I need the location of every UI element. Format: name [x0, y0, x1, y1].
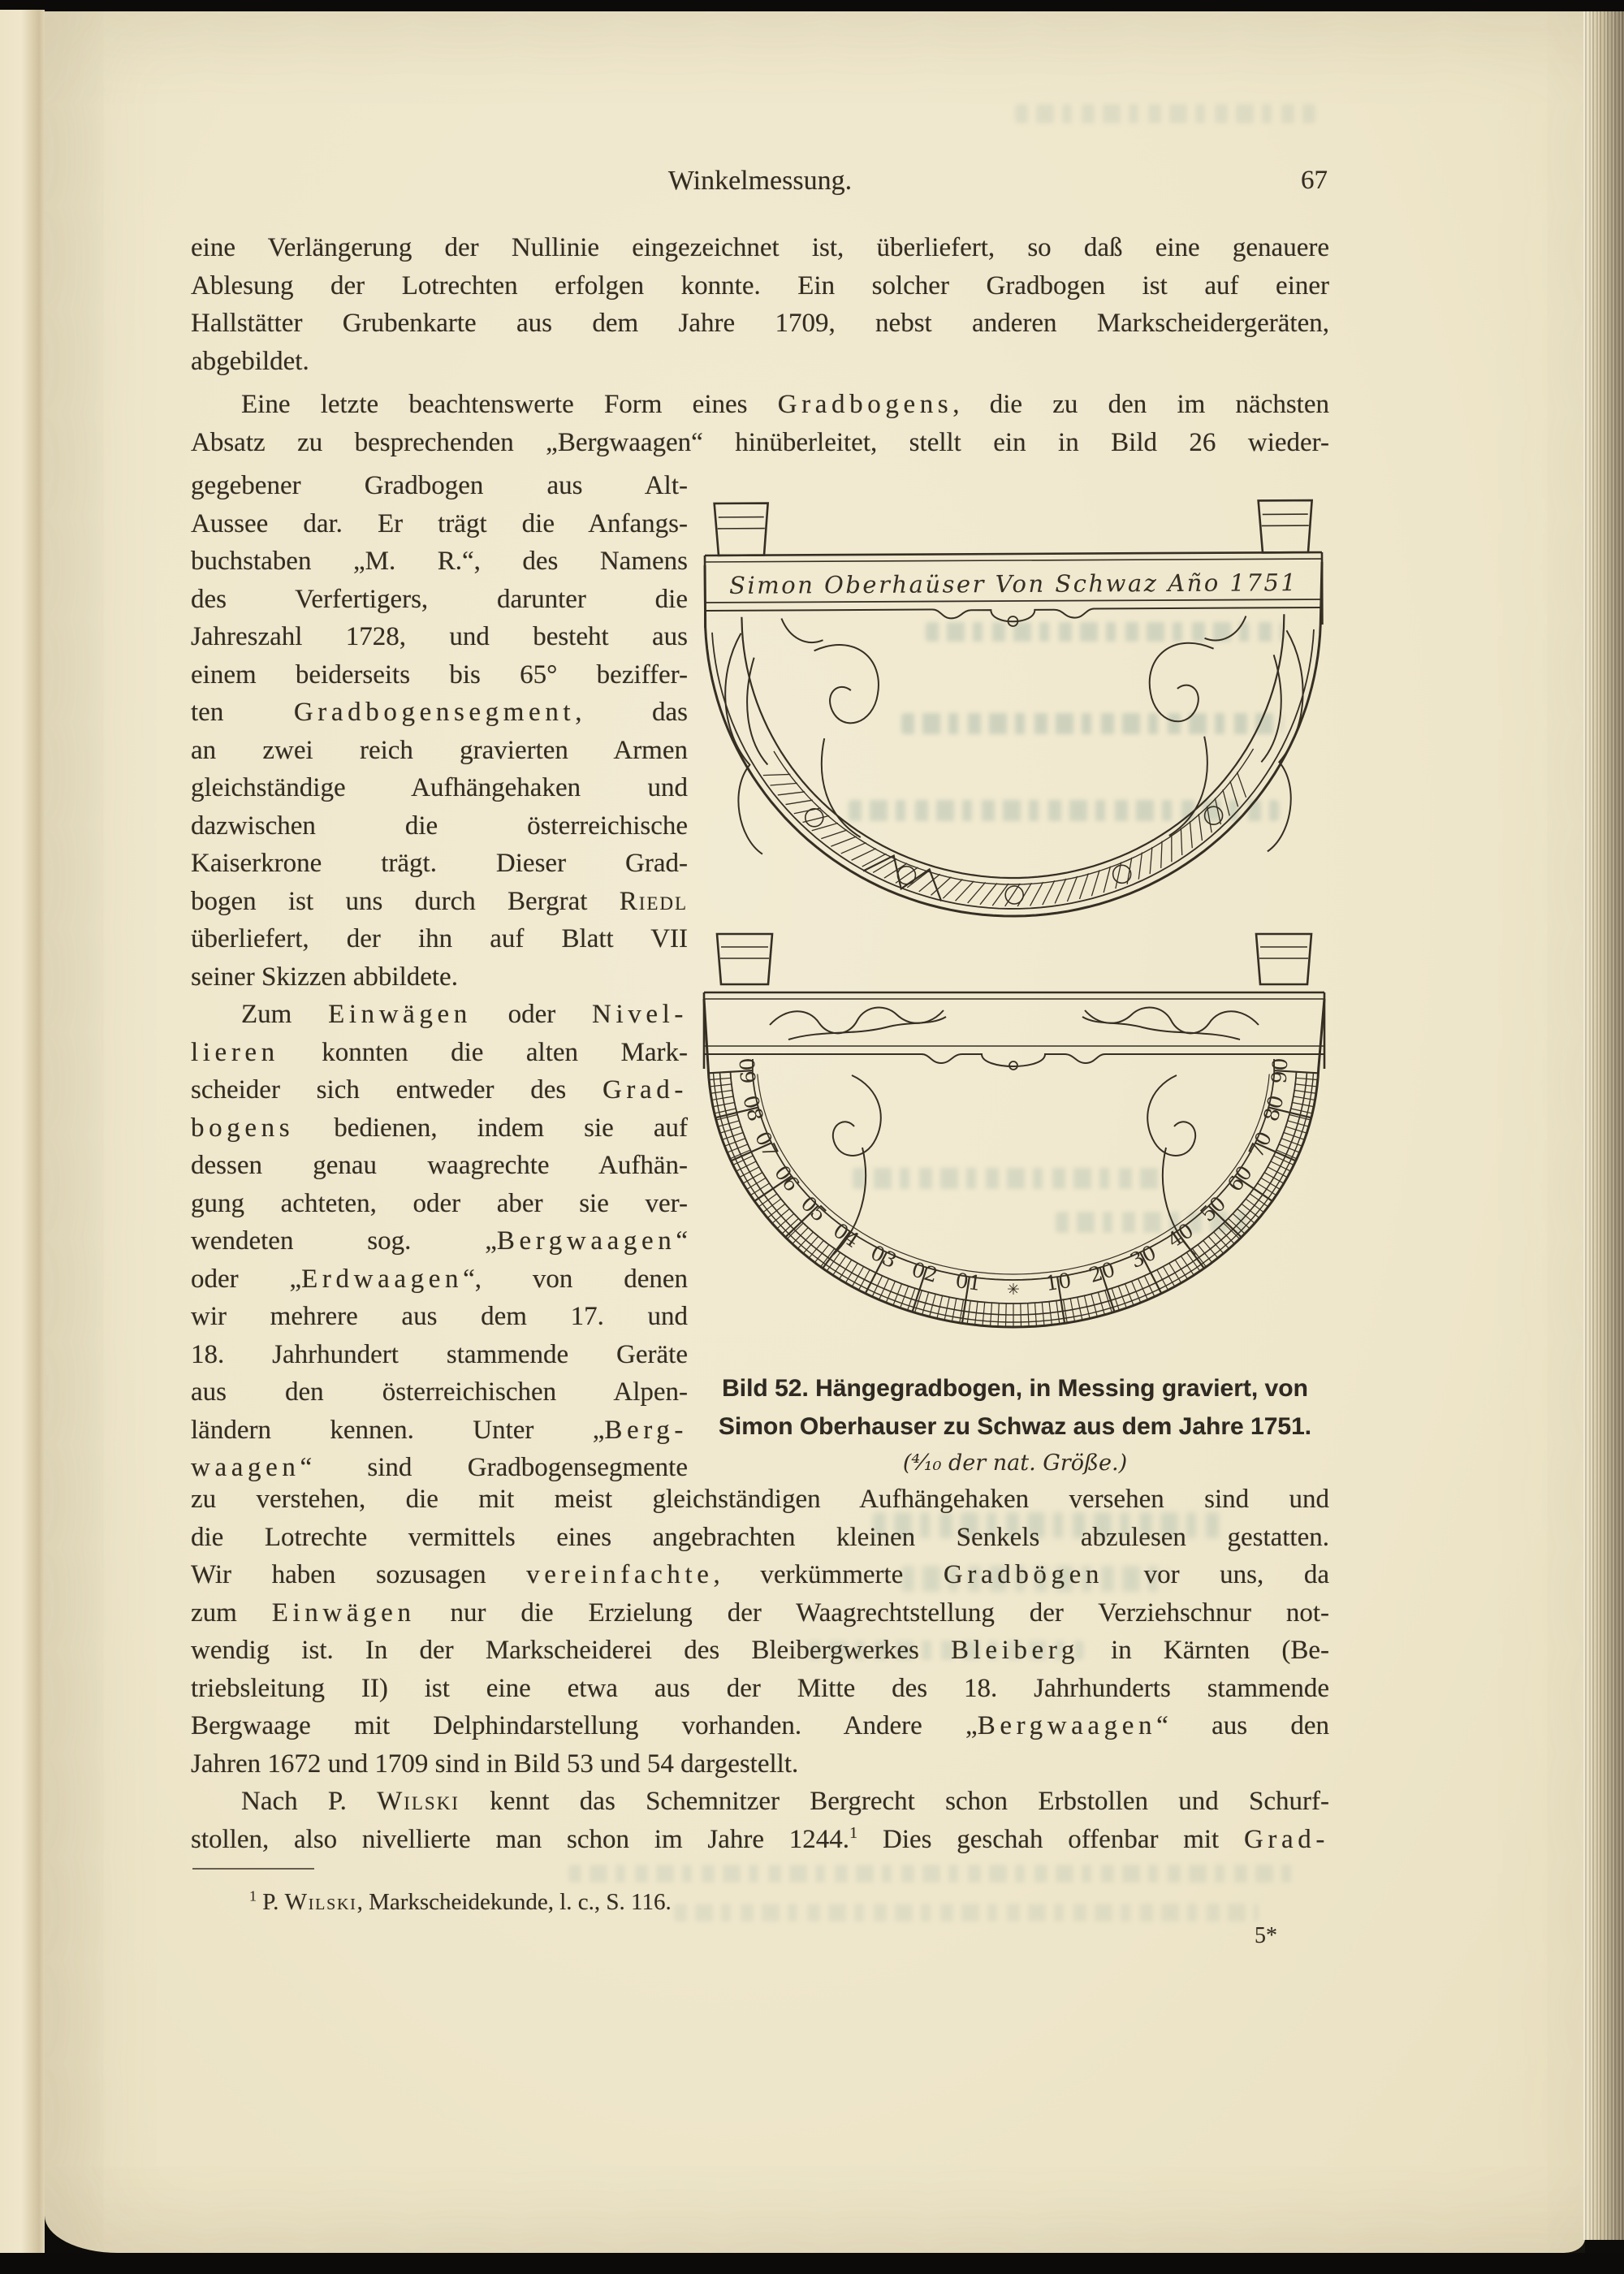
text-line: ländern kennen. Unter „Berg-: [191, 1415, 688, 1445]
text-line: Kaiserkrone trägt. Dieser Grad-: [191, 849, 688, 878]
text-line: 18. Jahrhundert stammende Geräte: [191, 1339, 688, 1369]
text-line: wir mehrere aus dem 17. und: [191, 1302, 688, 1331]
caption-line-1: Bild 52. Hängegradbogen, in Messing graviert, von: [722, 1375, 1308, 1402]
scale-degree-label: 09: [734, 1057, 760, 1085]
scale-degree-label: 60: [1222, 1161, 1258, 1196]
scale-degree-label: 03: [866, 1240, 901, 1273]
text-line: scheider sich entweder des Grad-: [191, 1075, 688, 1105]
scale-degree-label: 06: [769, 1161, 805, 1196]
text-line: Aussee dar. Er trägt die Anfangs-: [191, 508, 688, 538]
show-through-smudge: [568, 1865, 1299, 1883]
scale-degree-label: 08: [738, 1092, 768, 1124]
hook-left: [717, 934, 772, 984]
scan-edge-top: [0, 0, 1624, 11]
scale-degree-label: 01: [953, 1268, 983, 1296]
hook-right: [1256, 934, 1311, 984]
hook-left: [715, 504, 768, 556]
text-line: $^1$ P. Wilski, Markscheidekunde, l. c., S. 116.: [249, 1887, 672, 1915]
footnote-rule: [192, 1868, 314, 1870]
footnote: [191, 1886, 1329, 1918]
text-line: Bergwaage mit Delphindarstellung vorhanden. Andere „Bergwaagen“ aus den: [191, 1711, 1329, 1740]
text-line: zu verstehen, die mit meist gleichständigen Aufhängehaken versehen sind und: [191, 1485, 1329, 1514]
text-line: Zum Einwägen oder Nivel-: [241, 1000, 689, 1029]
scale-degree-label: 04: [828, 1218, 864, 1253]
figure-gradbogen-back: [692, 492, 1337, 929]
scale-degree-label: 05: [796, 1191, 831, 1227]
text-line: des Verfertigers, darunter die: [191, 584, 688, 614]
paragraph-bottom: [191, 1481, 1329, 1858]
caption-line-2: Simon Oberhauser zu Schwaz aus dem Jahre 1751.: [718, 1413, 1312, 1440]
scale-degree-label: 20: [1086, 1257, 1118, 1288]
scale-degree-label: 40: [1163, 1218, 1199, 1253]
figure-gradbogen-front: [693, 929, 1336, 1337]
text-line: Hallstätter Grubenkarte aus dem Jahre 1709, nebst anderen Markscheidergeräten,: [191, 309, 1329, 338]
text-line: abgebildet.: [191, 346, 309, 376]
hook-right: [1259, 500, 1312, 552]
text-line: bogen ist uns durch Bergrat Riedl: [191, 886, 688, 916]
scale-degree-label: 90: [1267, 1057, 1293, 1085]
engraved-inscription: Simon Oberhaüser Von Schwaz Año 1751: [728, 568, 1298, 599]
caption-scale-note: (⁴⁄₁₀ der nat. Größe.): [902, 1450, 1128, 1476]
text-line: zum Einwägen nur die Erzielung der Waagrechtstellung der Verziehschnur not-: [191, 1597, 1329, 1628]
text-line: Nach P. Wilski kennt das Schemnitzer Bergrecht schon Erbstollen und Schurf-: [241, 1787, 1330, 1816]
figure-caption: [715, 1369, 1315, 1476]
show-through-smudge: [1015, 104, 1315, 123]
scale-degree-label: 50: [1195, 1191, 1231, 1227]
text-line: aus den österreichischen Alpen-: [191, 1377, 688, 1407]
scale-degree-label: 10: [1043, 1268, 1073, 1296]
scale-degree-label: 30: [1126, 1240, 1160, 1273]
text-line: eine Verlängerung der Nullinie eingezeichnet ist, überliefert, so daß eine genauere: [191, 233, 1329, 262]
book-gutter: [0, 10, 45, 2255]
left-text-column: [191, 467, 688, 1487]
text-line: stollen, also nivellierte man schon im Jahre 1244.$^1$ Dies geschah offenbar mit Grad-: [191, 1823, 1329, 1854]
text-line: Wir haben sozusagen vereinfachte, verkümmerte Gradbögen vor uns, da: [191, 1560, 1330, 1589]
text-line: wendig ist. In der Markscheiderei des Bleibergwerkes Bleiberg in Kärnten (Be-: [191, 1636, 1329, 1665]
text-line: überliefert, der ihn auf Blatt VII: [191, 924, 688, 953]
signature-mark: 5*: [1255, 1923, 1277, 1948]
scan-edge-bottom: [0, 2253, 1624, 2274]
scale-degree-label: 70: [1244, 1127, 1277, 1161]
text-line: gleichständige Aufhängehaken und: [191, 773, 688, 802]
page-header: [191, 166, 1329, 206]
text-line: Absatz zu besprechenden „Bergwaagen“ hinüberleitet, stellt ein in Bild 26 wieder-: [191, 427, 1329, 457]
text-line: wendeten sog. „Bergwaagen“: [191, 1226, 688, 1256]
text-line: an zwei reich gravierten Armen: [191, 735, 688, 765]
page-number: 67: [1301, 166, 1328, 195]
text-line: waagen“ sind Gradbogensegmente: [191, 1453, 688, 1482]
scale-zero-mark: ✳: [1007, 1281, 1020, 1299]
text-line: bogens bedienen, indem sie auf: [191, 1113, 688, 1143]
paragraph-top: [191, 229, 1329, 380]
scale-degree-label: 80: [1259, 1092, 1289, 1124]
text-line: gegebener Gradbogen aus Alt-: [191, 471, 688, 500]
text-line: seiner Skizzen abbildete.: [191, 962, 458, 992]
text-line: Jahren 1672 und 1709 sind in Bild 53 und 54 dargestellt.: [191, 1749, 799, 1779]
text-line: die Lotrechte vermittels eines angebrachten kleinen Senkels abzulesen gestatten.: [191, 1522, 1329, 1552]
text-line: einem beiderseits bis 65° beziffer-: [191, 659, 688, 690]
paragraph-intro: [191, 386, 1329, 461]
page-edge-stack: [1583, 11, 1624, 2240]
bar-ornament-left: [770, 1008, 946, 1040]
text-line: dessen genau waagrechte Aufhän-: [191, 1151, 688, 1180]
text-line: dazwischen die österreichische: [191, 811, 688, 841]
text-line: buchstaben „M. R.“, des Namens: [191, 547, 688, 576]
bar-ornament-right: [1082, 1008, 1259, 1040]
text-line: triebsleitung II) ist eine etwa aus der Mitte des 18. Jahrhunderts stammende: [191, 1673, 1329, 1703]
scale-degree-label: 07: [749, 1127, 783, 1161]
text-line: Ablesung der Lotrechten erfolgen konnte. Ein solcher Gradbogen ist auf einer: [191, 270, 1329, 300]
text-line: Eine letzte beachtenswerte Form eines Gradbogens, die zu den im nächsten: [241, 390, 1329, 419]
scale-degree-label: 02: [909, 1257, 941, 1288]
running-title: Winkelmessung.: [667, 166, 853, 196]
text-line: ten Gradbogensegment, das: [191, 698, 688, 727]
ornament-right: [1149, 616, 1303, 852]
ornament-left: [725, 618, 879, 854]
text-line: gung achteten, oder aber sie ver-: [191, 1188, 688, 1218]
text-line: oder „Erdwaagen“, von denen: [191, 1264, 688, 1294]
text-line: Jahreszahl 1728, und besteht aus: [191, 622, 688, 651]
text-line: lieren konnten die alten Mark-: [191, 1037, 688, 1067]
